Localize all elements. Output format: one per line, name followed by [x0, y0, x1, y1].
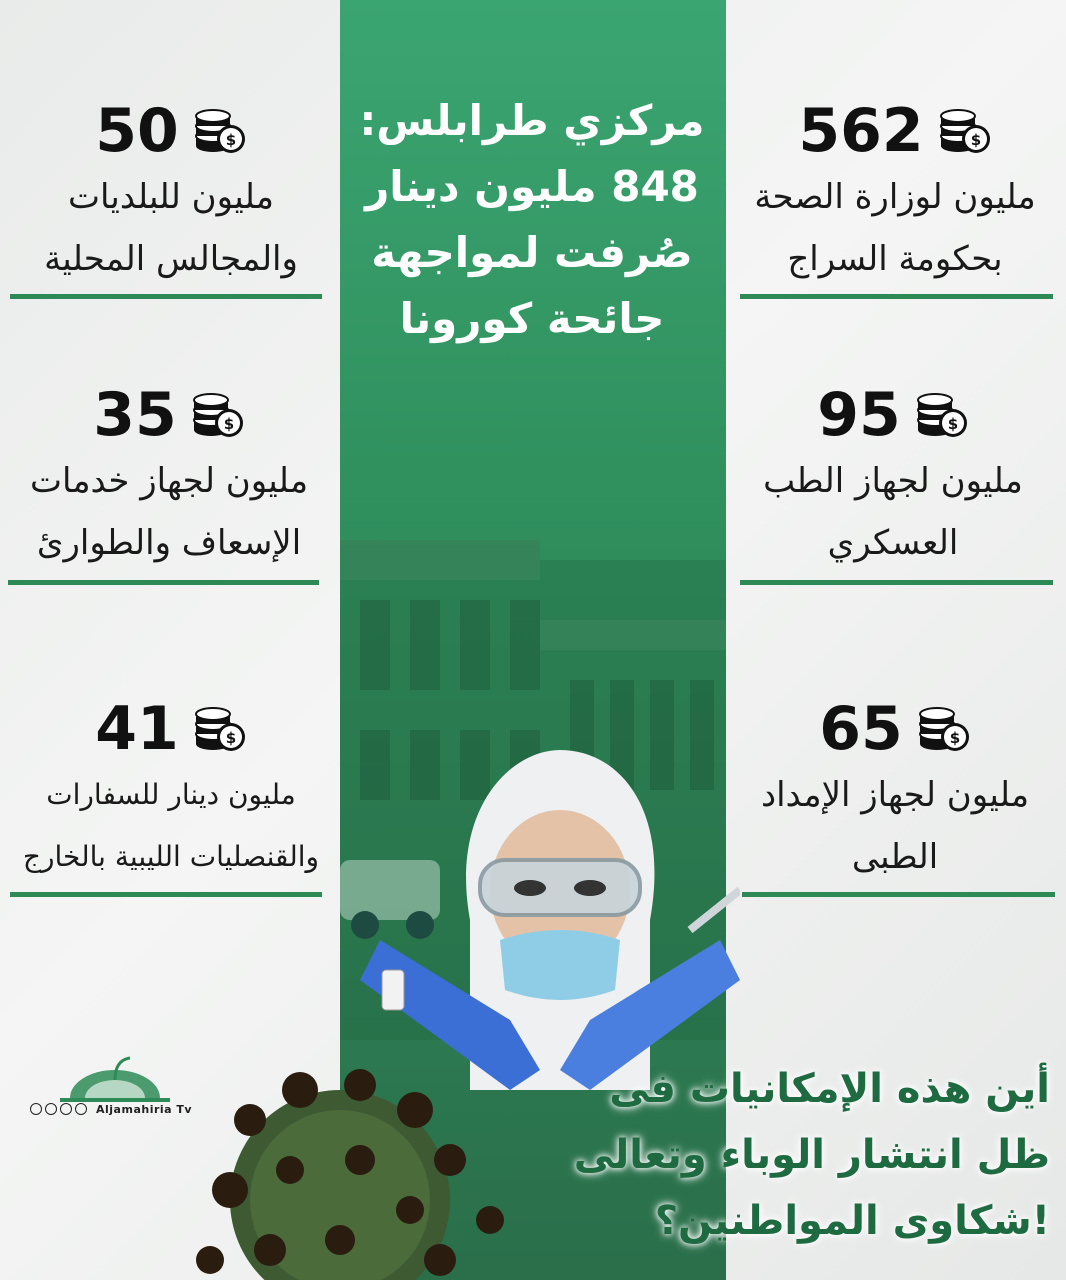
health-worker-image	[360, 690, 740, 1090]
coins-dollar-icon	[915, 390, 969, 440]
divider	[8, 580, 319, 585]
coins-dollar-icon	[917, 704, 971, 754]
stat-line-1: مليون لوزارة الصحة	[754, 177, 1036, 217]
divider	[740, 580, 1053, 585]
divider	[10, 294, 322, 299]
coronavirus-image	[190, 1050, 520, 1280]
stat-line-1: مليون للبلديات	[68, 177, 274, 217]
headline-line-2: 848 مليون دينار	[365, 162, 699, 211]
twitter-icon[interactable]	[45, 1103, 57, 1115]
brand-footer	[30, 1100, 192, 1118]
stat-amount: 35	[93, 380, 177, 450]
stat-ambulance-emergency	[4, 380, 334, 574]
stat-line-1: مليون لجهاز خدمات	[29, 461, 309, 501]
coins-dollar-icon	[193, 106, 247, 156]
divider	[740, 294, 1053, 299]
divider	[10, 892, 322, 897]
headline	[352, 88, 712, 352]
stat-line-2: الطبى	[851, 837, 939, 877]
stat-health-ministry	[730, 96, 1060, 290]
facebook-icon[interactable]	[30, 1103, 42, 1115]
stat-amount: 65	[819, 694, 903, 764]
stat-military-medicine	[728, 380, 1058, 574]
stat-line-2: العسكري	[827, 523, 959, 563]
stat-line-2: والقنصليات الليبية بالخارج	[22, 840, 320, 873]
divider	[742, 892, 1055, 897]
question-line-1: أين هذه الإمكانيات فى	[609, 1066, 1050, 1112]
stat-medical-supply	[730, 694, 1060, 888]
youtube-icon[interactable]	[75, 1103, 87, 1115]
stat-line-1: مليون لجهاز الإمداد	[760, 775, 1030, 815]
headline-line-1: مركزي طرابلس:	[359, 96, 705, 145]
stat-amount: 95	[817, 380, 901, 450]
stat-municipalities	[6, 96, 336, 290]
stat-line-2: بحكومة السراج	[787, 239, 1003, 279]
stat-amount: 50	[95, 96, 179, 166]
closing-question	[573, 1056, 1050, 1254]
coins-dollar-icon	[938, 106, 992, 156]
stat-amount: 41	[95, 694, 179, 764]
coins-dollar-icon	[193, 704, 247, 754]
headline-line-4: جائحة كورونا	[399, 294, 665, 343]
headline-line-3: صُرفت لمواجهة	[371, 228, 693, 277]
stat-amount: 562	[798, 96, 924, 166]
coins-dollar-icon	[191, 390, 245, 440]
stat-embassies	[6, 694, 336, 888]
question-line-2: ظل انتشار الوباء وتعالى	[573, 1132, 1050, 1178]
instagram-icon[interactable]	[60, 1103, 72, 1115]
stat-line-1: مليون لجهاز الطب	[763, 461, 1023, 501]
stat-line-1: مليون دينار للسفارات	[46, 778, 296, 811]
question-line-3: !شكاوى المواطنين؟	[654, 1198, 1050, 1244]
stat-line-2: الإسعاف والطوارئ	[36, 523, 302, 563]
brand-name: Aljamahiria Tv	[96, 1102, 193, 1116]
stat-line-2: والمجالس المحلية	[44, 239, 298, 279]
